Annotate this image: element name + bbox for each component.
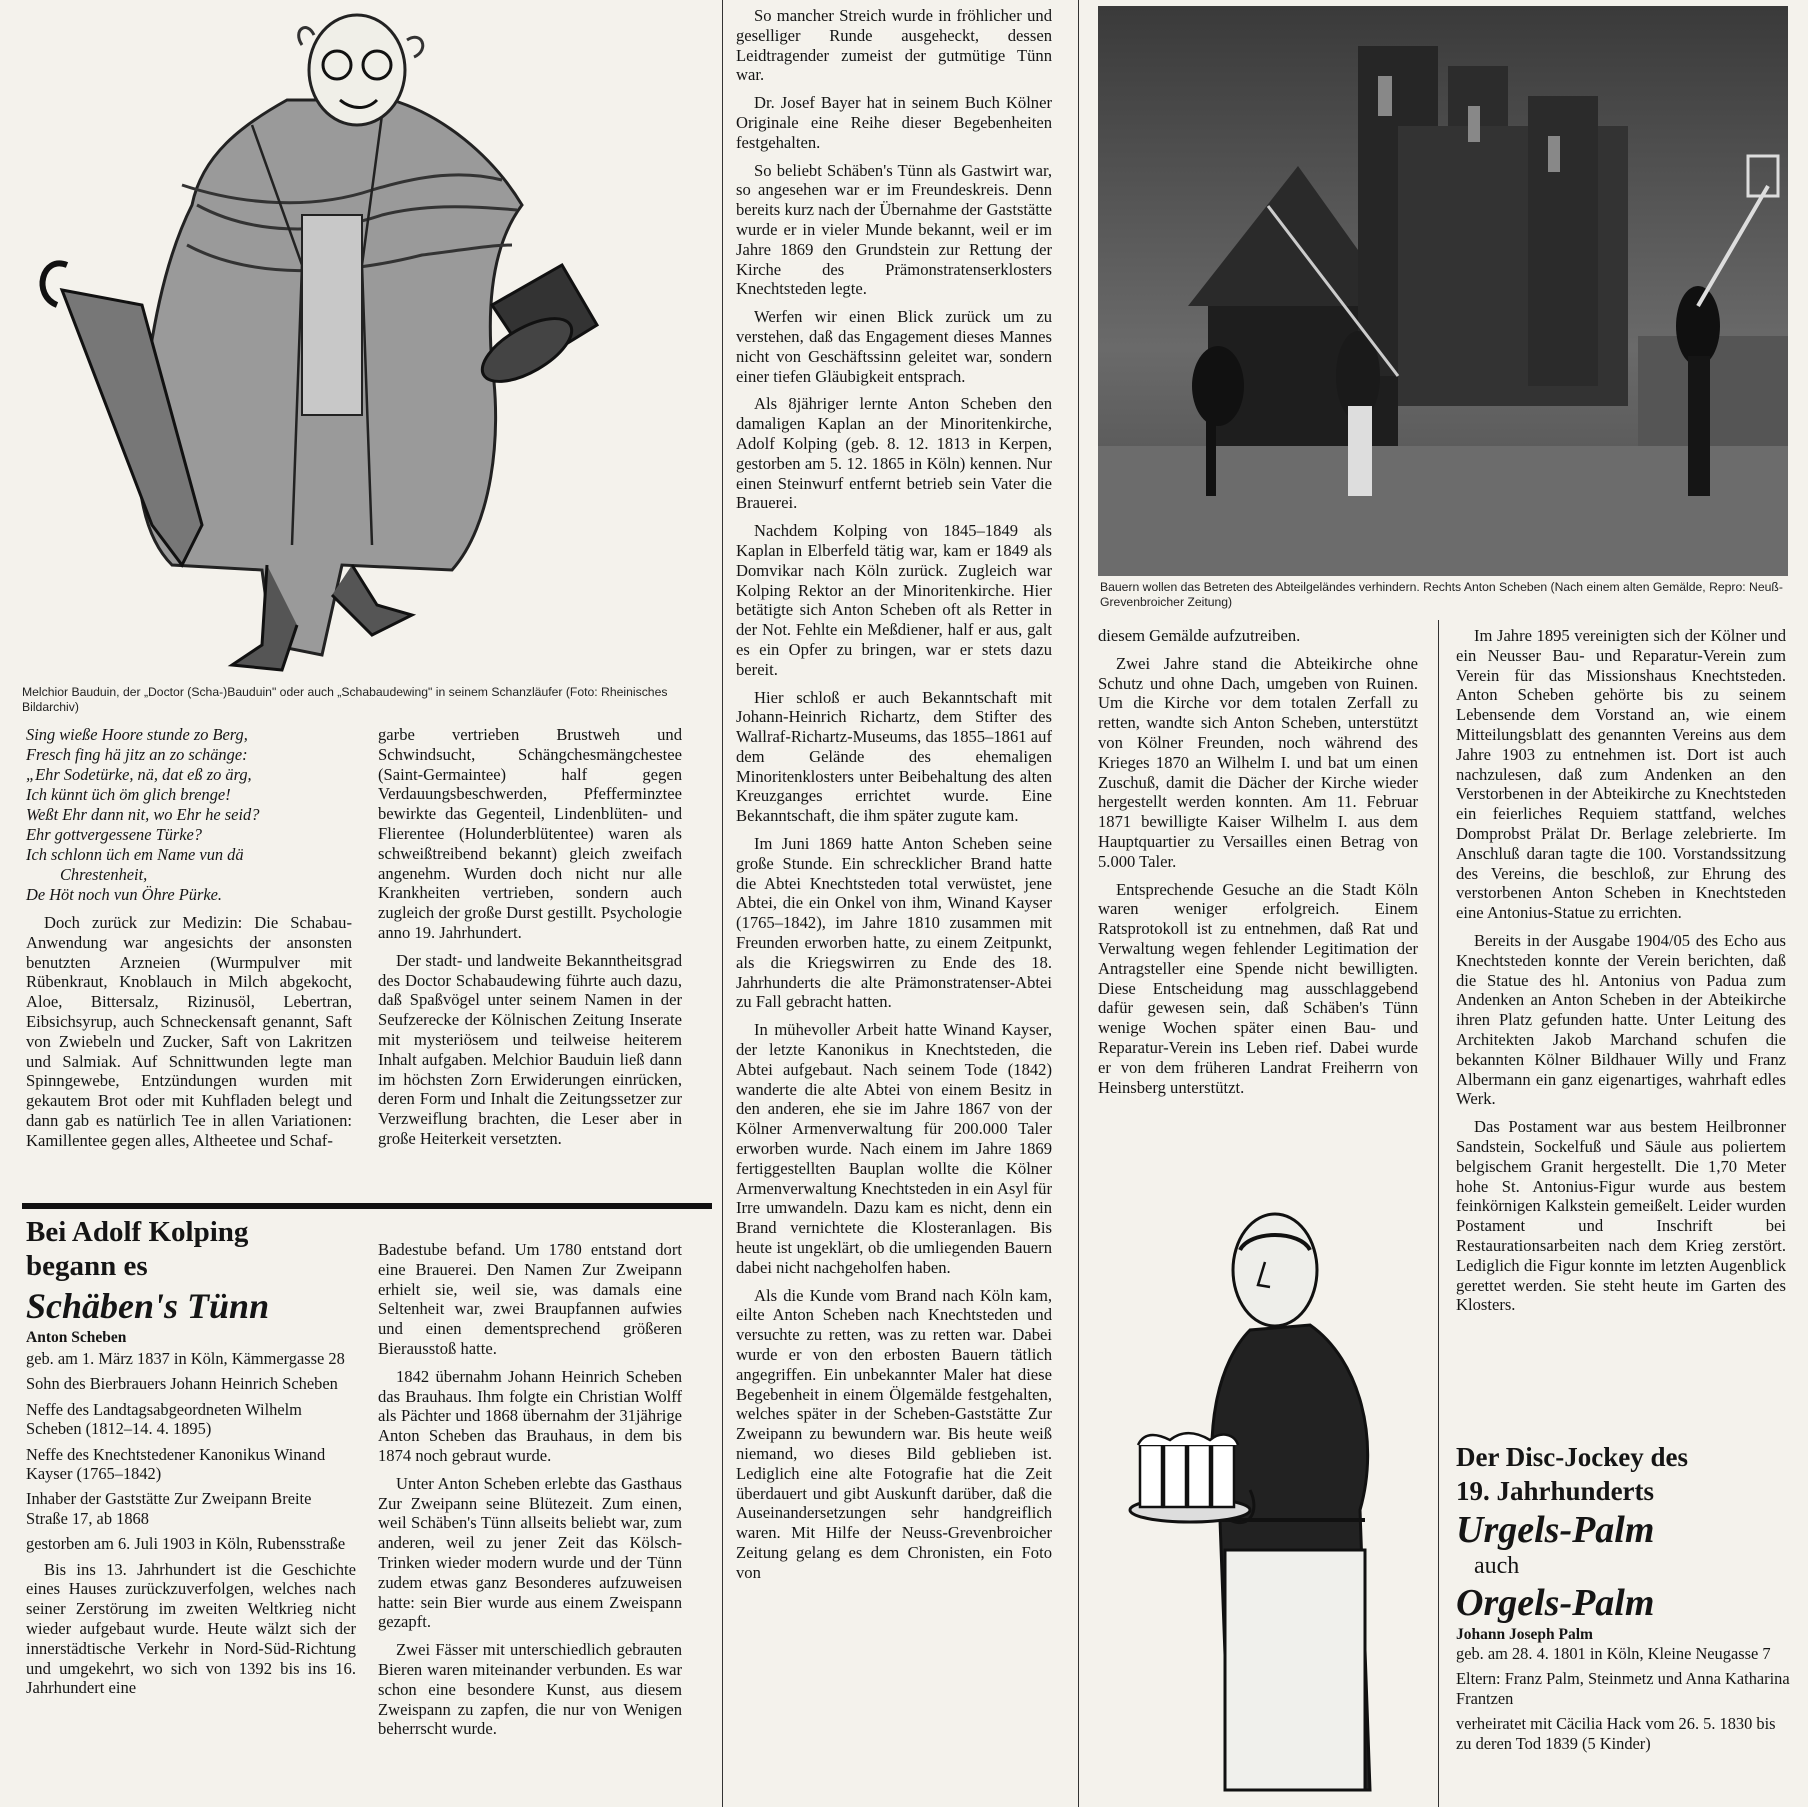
section-rule [22,1203,712,1209]
poem-line: Ich künnt üch öm glich brenge! [26,785,231,804]
profile-name: Johann Joseph Palm [1456,1626,1593,1643]
profile-fact: geb. am 1. März 1837 in Köln, Kämmergasse 28 [26,1349,345,1368]
palm-headline-3: Urgels-Palm [1456,1509,1655,1551]
paragraph: Werfen wir einen Blick zurück um zu verstehen, daß das Engagement dieses Mannes nicht von Geschäftssinn geleitet war, sondern einer tiefen Gläubigkeit entsprach. [736,307,1052,386]
profile-name: Anton Scheben [26,1329,127,1346]
profile-fact: verheiratet mit Cäcilia Hack vom 26. 5. 1830 bis zu deren Tod 1839 (5 Kinder) [1456,1714,1776,1753]
paragraph: Der stadt- und landweite Bekanntheitsgrad des Doctor Schabaudewing führte auch dazu, daß Spaßvögel unter seinem Namen in der Seufzerecke der Kölnischen Zeitung Inserate mit mysteriösem und teilweise heiterem Inhalt aufgaben. Melchior Bauduin ließ dann im höchsten Zorn Erwiderungen einrücken, deren Form und Inhalt die Zeitungssetzer zur Verzweiflung brachten, die Leser aber in große Heiterkeit versetzten. [378,950,682,1148]
column-5-text [1456,626,1786,1323]
paragraph: diesem Gemälde aufzutreiben. [1098,626,1301,645]
profile-fact: Neffe des Landtagsabgeordneten Wilhelm Scheben (1812–14. 4. 1895) [26,1399,302,1439]
paragraph: Hier schloß er auch Bekanntschaft mit Johann-Heinrich Richartz, dem Stifter des Wallraf-Richartz-Museums, das 1855–1861 auf dem Gelände des ehemaligen Minoritenklosters unter Beibehaltung des alten Kreuzganges errichtet wurde. Eine Bekanntschaft, die ihm später zugute kam. [736,687,1052,826]
kolping-headline-3: Schäben's Tünn [26,1286,270,1326]
paragraph: Dr. Josef Bayer hat in seinem Buch Kölner Originale eine Reihe dieser Begebenheiten festgehalten. [736,93,1052,152]
palm-headline: Der Disc-Jockey des [1456,1442,1688,1472]
poem-line: Ehr gottvergessene Türke? [26,825,203,844]
kolping-section [26,1215,356,1706]
profile-fact: gestorben am 6. Juli 1903 in Köln, Rubensstraße [26,1534,346,1554]
palm-headline-4: auch [1474,1553,1520,1579]
profile-fact: Neffe des Knechtstedener Kanonikus Winand Kayser (1765–1842) [26,1444,326,1484]
kolping-column-2 [378,1240,682,1747]
paragraph: garbe vertrieben Brustweh und Schwindsucht, Schängchesmängchestee (Saint-Germaintee) half gegen Verdauungsbeschwerden, Pfefferminztee bewirkte das Gegenteil, Lindenblüten- und Flierentee (Holunderblütentee) waren als schweißtreibend bekannt) gleich zweifach angenehm. Wurden doch nicht nur alle Krankheiten vertrieben, sondern auch zugleich der große Durst gestillt. Psychologie anno 19. Jahrhundert. [378,725,682,942]
profile-fact: Inhaber der Gaststätte Zur Zweipann Breite Straße 17, ab 1868 [26,1489,312,1528]
column-divider [722,0,723,1807]
column-1-text [26,725,352,1159]
paragraph: Unter Anton Scheben erlebte das Gasthaus Zur Zweipann seine Blütezeit. Zum einen, weil Schäben's Tünn allseits beliebt war, zum anderen, weil zu jener Zeit das Kölsch-Trinken wieder modern wurde und der Tünn zudem etwas ganz Besonderes aufzuweisen hatte: sein Bier wurde aus einem Zweispann gezapft. [378,1473,682,1632]
palm-headline-5: Orgels-Palm [1456,1582,1655,1624]
profile-fact: geb. am 28. 4. 1801 in Köln, Kleine Neugasse 7 [1456,1644,1771,1663]
poem-line: Sing wieße Hoore stunde zo Berg, [26,725,248,744]
paragraph: Bis ins 13. Jahrhundert ist die Geschichte eines Hauses zurückzuverfolgen, welches nach seiner Zerstörung im zweiten Weltkrieg nicht wieder aufgebaut wurde. Heute wälzt sich der innerstädtische Verkehr in Nord-Süd-Richtung und umgekehrt, wo sich von 1392 bis ins 16. Jahrhundert eine [26,1559,356,1698]
paragraph: Als 8jähriger lernte Anton Scheben den damaligen Kaplan an der Minoritenkirche, Adolf Kolping (geb. 8. 12. 1813 in Kerpen, gestorben am 5. 12. 1865 in Köln) kennen. Nur einen Steinwurf entfernt betrieb sein Vater die Brauerei. [736,394,1052,513]
poem-line: Fresch fing hä jitz an zo schänge: [26,745,248,764]
paragraph: Nachdem Kolping von 1845–1849 als Kaplan in Elberfeld tätig war, kam er 1849 als Domvikar nach Köln zurück. Zugleich war Kolping Rektor an der Minoritenkirche. Hier betätigte sich Anton Scheben oft als Retter in der Not. Fehlte ein Meßdiener, half er aus, galt es ein Opfer zu bringen, war er stets dazu bereit. [736,521,1052,679]
kolping-headline: Bei Adolf Kolping [26,1216,249,1248]
paragraph: Im Juni 1869 hatte Anton Scheben seine große Stunde. Ein schrecklicher Brand hatte die Abtei Knechtsteden total verwüstet, jene Abtei, die ein Onkel von ihm, Winand Kayser (1765–1842), im Jahre 1810 zusammen mit Freunden erworben hatte, zu einem Zeitpunkt, als die Kriegswirren zu Ende des 18. Jahrhunderts die alte Prämonstratenser-Abtei zu Fall gebracht hatten. [736,834,1052,1012]
poem-line: De Höt noch vun Öhre Pürke. [26,885,223,904]
poem-line: Ich schlonn üch em Name vun dä [26,845,244,864]
dialect-poem [26,725,352,905]
paragraph: In mühevoller Arbeit hatte Winand Kayser, der letzte Kanonikus in Knechtsteden, die Abtei aufgebaut. Nach seinem Tode (1842) wanderte die alte Abtei von einem Besitz in den anderen, ehe sie im Jahre 1867 von der Kölner Armenverwaltung für 200.000 Taler erworben wurde. Nach einem im Jahre 1869 fertiggestellten Bauplan wollte die Kölner Armenverwaltung Knechtsteden in ein Asyl für Irre umwandeln. Dazu kam es nicht, denn ein Brand vernichtete die Klosteranlagen. Bis heute ist ungeklärt, ob die umliegenden Bauern dabei nicht nachgeholfen haben. [736,1020,1052,1277]
paragraph: 1842 übernahm Johann Heinrich Scheben das Brauhaus. Ihm folgte ein Christian Wolff als Pächter und 1868 übernahm der 31jährige Anton Scheben das Brauhaus, in dem bis 1874 noch gebraut wurde. [378,1366,682,1465]
column-divider [1078,0,1079,1807]
paragraph: Bereits in der Ausgabe 1904/05 des Echo aus Knechtsteden konnte der Verein berichten, daß die Statue des hl. Antonius von Padua zum Andenken an Anton Scheben in der Abteikirche ihren Platz gefunden hatte. Unter Leitung des Architekten Jakob Marchand schufen die bekannten Kölner Bildhauer Willy und Franz Albermann ein ganz eigenartiges, wahrhaft edles Werk. [1456,930,1786,1109]
profile-fact: Sohn des Bierbrauers Johann Heinrich Scheben [26,1374,338,1394]
column-3-text [736,6,1052,1591]
poem-line: Chrestenheit, [60,865,148,884]
poem-line: Weßt Ehr dann nit, wo Ehr he seid? [26,805,260,824]
paragraph: Entsprechende Gesuche an die Stadt Köln waren weniger erfolgreich. Einem Ratsprotokoll ist zu entnehmen, daß Rat und Verwaltung wegen fehlender Legitimation der Antragsteller eine Spende nicht bewilligten. Diese Entscheidung mag ausschlaggebend dafür gewesen sein, daß Schäben's Tünn wenige Wochen später einen Bau- und Reparatur-Verein ins Leben rief. Dabei wurde er von dem früheren Landrat Freiherrn von Heinsberg unterstützt. [1098,879,1418,1097]
paragraph: Das Postament war aus bestem Heilbronner Sandstein, Sockelfuß und Säule aus poliertem belgischem Granit hergestellt. Die 1,70 Meter hohe St. Antonius-Figur wurde aus bestem feinkörnigen Kalkstein gemeißelt. Leider wurden Postament und Inschrift bei Restaurationsarbeiten nach dem Krieg zerstört. Lediglich die Figur konnte im letzten Augenblick gerettet werden. Sie steht heute im Garten des Klosters. [1456,1117,1786,1315]
doctor-illustration [22,5,682,685]
profile-fact: Eltern: Franz Palm, Steinmetz und Anna Katharina Frantzen [1456,1669,1790,1708]
paragraph: Zwei Fässer mit unterschiedlich gebrauten Bieren waren miteinander verbunden. Es war schon eine besondere Kunst, aus diesem Zweispann zu zapfen, die nur von Wenigen beherrscht wurde. [378,1640,682,1739]
waiter-illustration [1100,1190,1430,1800]
column-2-text [378,725,682,1157]
column-divider [1438,620,1439,1807]
paragraph: Badestube befand. Um 1780 entstand dort eine Brauerei. Den Namen Zur Zweipann erhielt sie, weil sie, was damals eine Seltenheit war, zwei Braupfannen aufwies und einen dementsprechend größeren Bierausstoß hatte. [378,1240,682,1358]
palm-headline-2: 19. Jahrhunderts [1456,1476,1655,1506]
palm-section [1456,1440,1792,1759]
abbey-caption: Bauern wollen das Betreten des Abteilgeländes verhindern. Rechts Anton Scheben (Nach einem alten Gemälde, Repro: Neuß-Grevenbroicher Zeitung) [1100,580,1783,609]
paragraph: Im Jahre 1895 vereinigten sich der Kölner und ein Neusser Bau- und Reparatur-Verein zum Verein für das Missionshaus Knechtsteden. Anton Scheben gehörte bis zu seinem Lebensende dem Vorstand an, wie einem Mitteilungsblatt des genannten Vereins aus dem Jahre 1903 zu entnehmen ist. Dort ist auch nachzulesen, daß zum Andenken an den Verstorbenen in der Abteikirche zu Knechtsteden ein feierliches Requiem stattfand, welches Domprobst Prälat Dr. Berlage zelebrierte. Im Anschluß daran tagte die 100. Vorstandssitzung des Vereins, die beschloß, zur Ehrung des verstorbenen Anton Scheben in Knechtsteden eine Antonius-Statue zu errichten. [1456,626,1786,923]
poem-line: „Ehr Sodetürke, nä, dat eß zo ärg, [26,765,252,784]
kolping-headline-2: begann es [26,1250,148,1282]
abbey-photo [1098,6,1788,576]
paragraph: Als die Kunde vom Brand nach Köln kam, eilte Anton Scheben nach Knechtsteden und versuchte zu retten, was zu retten war. Dabei wurde er von den erbosten Bauern tätlich angegriffen. Ein unbekannter Maler hat diese Begebenheit in einem Ölgemälde festgehalten, welches später in der Scheben-Gaststätte Zur Zweipann zu bewundern war. Bis heute weiß niemand, wo dieses Bild geblieben ist. Lediglich eine alte Fotografie hat die Zeit überdauert und gibt Auskunft darüber, daß die Auseinandersetzungen sehr handgreiflich waren. Mit Hilfe der Neuss-Grevenbroicher Zeitung gelang es dem Chronisten, ein Foto von [736,1285,1052,1582]
doctor-caption: Melchior Bauduin, der „Doctor (Scha-)Bauduin" oder auch „Schabaudewing" in seinem Schanzläufer (Foto: Rheinisches Bildarchiv) [22,685,668,714]
paragraph: So beliebt Schäben's Tünn als Gastwirt war, so angesehen war er im Freundeskreis. Denn bereits kurz nach der Übernahme der Gaststätte wurde er in vieler Munde bekannt, weil er im Jahre 1869 den Grundstein zur Rettung der Kirche des Prämonstratenserklosters Knechtsteden legte. [736,160,1052,299]
paragraph: Zwei Jahre stand die Abteikirche ohne Schutz und ohne Dach, umgeben von Ruinen. Um die Kirche vor dem totalen Zerfall zu retten, wandte sich Anton Scheben, unterstützt von Kölner Freunden, noch während des Krieges 1870 an Wilhelm I. und bat um einen Zuschuß, damit die Dächer der Kirche wieder hergestellt werden konnten. Am 11. Februar 1871 bewilligte Kaiser Wilhelm I. aus dem Hauptquartier zu Versailles einen Betrag von 5.000 Taler. [1098,653,1418,871]
paragraph: Doch zurück zur Medizin: Die Schabau-Anwendung war angesichts der ansonsten benutzten Arzneien (Wurmpulver mit Rübenkraut, Knoblauch in Milch abgekocht, Aloe, Bittersalz, Rizinusöl, Lebertran, Eibsichsyrup, auch Schneckensaft genannt, Saft von Zwiebeln und Zucker, Saft von Lakritzen und Salmiak. Auf Schnittwunden legte man Spinngewebe, Entzündungen wurden mit gekautem Brot oder mit Kuhfladen belegt und dann gab es natürlich Tee in allen Variationen: Kamillentee gegen alles, Altheetee und Schaf- [26,913,352,1150]
paragraph: So mancher Streich wurde in fröhlicher und geselliger Runde ausgeheckt, dessen Leidtragender zumeist der gutmütige Tünn war. [736,6,1052,85]
column-4-text [1098,626,1418,1105]
